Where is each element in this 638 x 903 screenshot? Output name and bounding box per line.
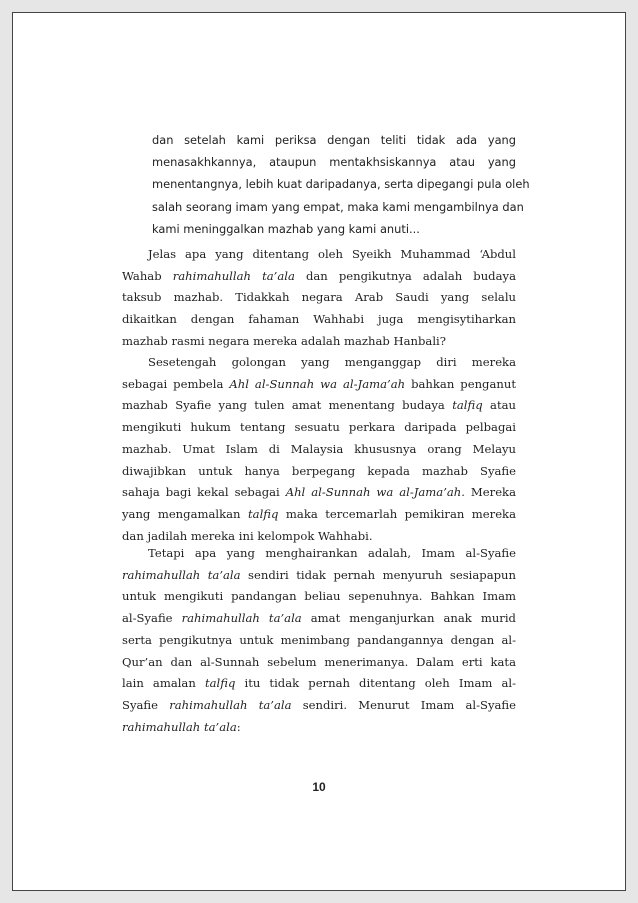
paragraph-1-line: dikaitkan dengan fahaman Wahhabi juga mengisytiharkan	[122, 312, 516, 326]
paragraph-3-line: serta pengikutnya untuk menimbang pandangannya dengan al-	[122, 633, 516, 647]
italic-term: talfiq	[204, 676, 236, 690]
text-run: dan pengikutnya adalah budaya	[294, 269, 516, 283]
text-run: itu tidak pernah ditentang oleh Imam al-	[235, 676, 517, 690]
page-number: 10	[312, 780, 326, 794]
text-run: :	[236, 720, 241, 734]
paragraph-3-line: untuk mengikuti pandangan beliau sepenuhnya. Bahkan Imam	[122, 589, 516, 603]
italic-term: talfiq	[248, 507, 279, 521]
paragraph-2-line: mengikuti hukum tentang sesuatu perkara daripada pelbagai	[122, 420, 516, 434]
text-run: al-Syafie	[122, 611, 182, 625]
text-run: maka tercemarlah pemikiran mereka	[278, 507, 516, 521]
text-run: sebagai pembela	[122, 377, 230, 391]
quote-line: kami meninggalkan mazhab yang kami anuti...	[152, 222, 420, 236]
paragraph-2-line	[122, 483, 516, 501]
paragraph-2-line	[122, 396, 516, 414]
paragraph-2-line: diwajibkan untuk hanya berpegang kepada mazhab Syafie	[122, 464, 516, 478]
paragraph-3-line: Qur’an dan al-Sunnah sebelum menerimanya. Dalam erti kata	[122, 655, 516, 669]
text-run: bahkan penganut	[405, 377, 516, 391]
italic-term: Ahl al-Sunnah wa al-Jama’ah	[229, 377, 406, 391]
paragraph-3-line	[122, 609, 516, 627]
text-run: lain amalan	[122, 676, 205, 690]
quote-line: menentangnya, lebih kuat daripadanya, serta dipegangi pula oleh	[152, 177, 530, 191]
paragraph-3-line	[122, 566, 516, 584]
paragraph-3-line	[122, 718, 516, 736]
text-run: atau	[482, 398, 516, 412]
text-run: yang mengamalkan	[122, 507, 248, 521]
paragraph-1-line	[122, 267, 516, 285]
paragraph-1-line: taksub mazhab. Tidakkah negara Arab Saudi yang selalu	[122, 290, 516, 304]
italic-term: Ahl al-Sunnah wa al-Jama’ah	[285, 485, 462, 499]
paragraph-1-line: Jelas apa yang ditentang oleh Syeikh Muhammad ‘Abdul	[148, 247, 516, 261]
italic-term: rahimahullah ta’ala	[172, 269, 295, 283]
paragraph-2-line: dan jadilah mereka ini kelompok Wahhabi.	[122, 529, 373, 543]
paragraph-3-line	[122, 696, 516, 714]
quote-line: dan setelah kami periksa dengan teliti tidak ada yang	[152, 133, 516, 147]
paragraph-3-line	[122, 674, 516, 692]
text-run: Wahab	[122, 269, 173, 283]
italic-term: rahimahullah ta’ala	[122, 568, 241, 582]
quote-line: menasakhkannya, ataupun mentakhsiskannya atau yang	[152, 155, 516, 169]
italic-term: talfiq	[452, 398, 483, 412]
paragraph-1-line: mazhab rasmi negara mereka adalah mazhab Hanbali?	[122, 334, 446, 348]
text-run: sahaja bagi kekal sebagai	[122, 485, 286, 499]
text-run: sendiri tidak pernah menyuruh sesiapapun	[240, 568, 516, 582]
paragraph-3-line: Tetapi apa yang menghairankan adalah, Imam al-Syafie	[148, 546, 516, 560]
text-run: amat menganjurkan anak murid	[301, 611, 516, 625]
text-run: Syafie	[122, 698, 170, 712]
paragraph-2-line: Sesetengah golongan yang menganggap diri mereka	[148, 355, 516, 369]
paragraph-2-line	[122, 375, 516, 393]
quote-line: salah seorang imam yang empat, maka kami mengambilnya dan	[152, 200, 524, 214]
italic-term: rahimahullah ta’ala	[122, 720, 237, 734]
text-run: mazhab Syafie yang tulen amat menentang budaya	[122, 398, 453, 412]
italic-term: rahimahullah ta’ala	[169, 698, 292, 712]
paragraph-2-line	[122, 505, 516, 523]
text-run: . Mereka	[461, 485, 516, 499]
paragraph-2-line: mazhab. Umat Islam di Malaysia khususnya orang Melayu	[122, 442, 516, 456]
text-run: sendiri. Menurut Imam al-Syafie	[291, 698, 517, 712]
italic-term: rahimahullah ta’ala	[181, 611, 302, 625]
